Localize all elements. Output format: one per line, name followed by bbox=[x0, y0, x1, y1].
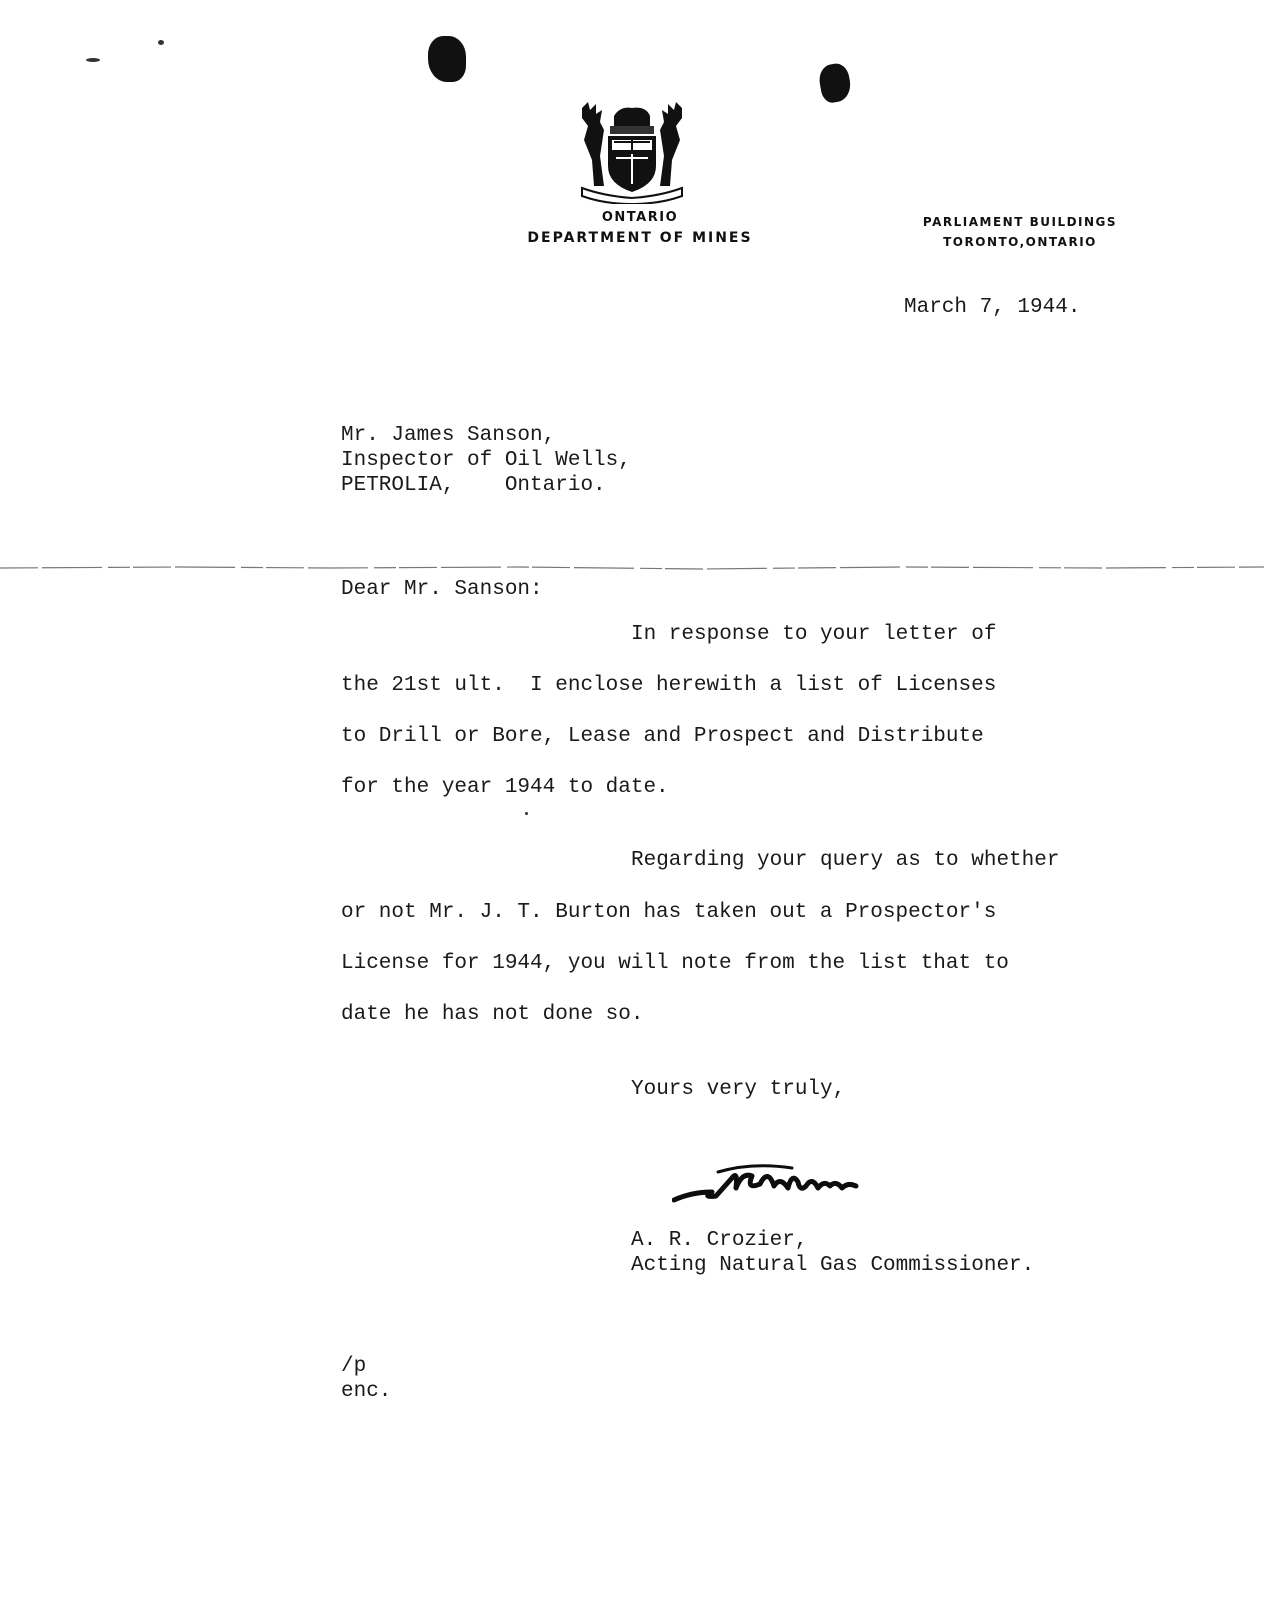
paragraph-2-line-2: or not Mr. J. T. Burton has taken out a Prospector's bbox=[341, 901, 997, 924]
recipient-location: PETROLIA, Ontario. bbox=[341, 474, 606, 497]
paragraph-1-line-4: for the year 1944 to date. bbox=[341, 776, 669, 799]
typist-initials: /p bbox=[341, 1355, 367, 1378]
recipient-title: Inspector of Oil Wells, bbox=[341, 449, 631, 472]
enclosure-note: enc. bbox=[341, 1380, 392, 1403]
paragraph-1-line-2: the 21st ult. I enclose herewith a list of Licenses bbox=[341, 674, 997, 697]
ink-blot-right bbox=[817, 62, 853, 105]
paragraph-2-line-4: date he has not done so. bbox=[341, 1003, 644, 1026]
signature bbox=[672, 1158, 892, 1208]
complimentary-close: Yours very truly, bbox=[631, 1078, 846, 1101]
speck bbox=[158, 40, 164, 45]
paragraph-2-line-3: License for 1944, you will note from the list that to bbox=[341, 952, 1009, 975]
recipient-name: Mr. James Sanson, bbox=[341, 424, 556, 447]
department-heading: DEPARTMENT OF MINES bbox=[527, 230, 753, 246]
ontario-coat-of-arms-icon bbox=[574, 100, 690, 204]
signatory-title: Acting Natural Gas Commissioner. bbox=[631, 1254, 1035, 1277]
letter-date: March 7, 1944. bbox=[904, 296, 1081, 319]
paragraph-1-line-3: to Drill or Bore, Lease and Prospect and Distribute bbox=[341, 725, 984, 748]
fold-crease bbox=[0, 565, 1264, 571]
salutation: Dear Mr. Sanson: bbox=[341, 578, 543, 601]
handwritten-signature-icon bbox=[672, 1158, 892, 1208]
speck bbox=[525, 812, 528, 815]
ink-blot-left bbox=[428, 36, 466, 82]
address-line-1: PARLIAMENT BUILDINGS bbox=[922, 215, 1118, 229]
speck bbox=[86, 58, 100, 62]
address-line-2: TORONTO,ONTARIO bbox=[943, 235, 1097, 249]
crest bbox=[574, 100, 690, 204]
signatory-name: A. R. Crozier, bbox=[631, 1229, 808, 1252]
paragraph-1-line-1: In response to your letter of bbox=[631, 623, 997, 646]
province-heading: ONTARIO bbox=[601, 210, 679, 225]
paragraph-2-line-1: Regarding your query as to whether bbox=[631, 849, 1060, 872]
